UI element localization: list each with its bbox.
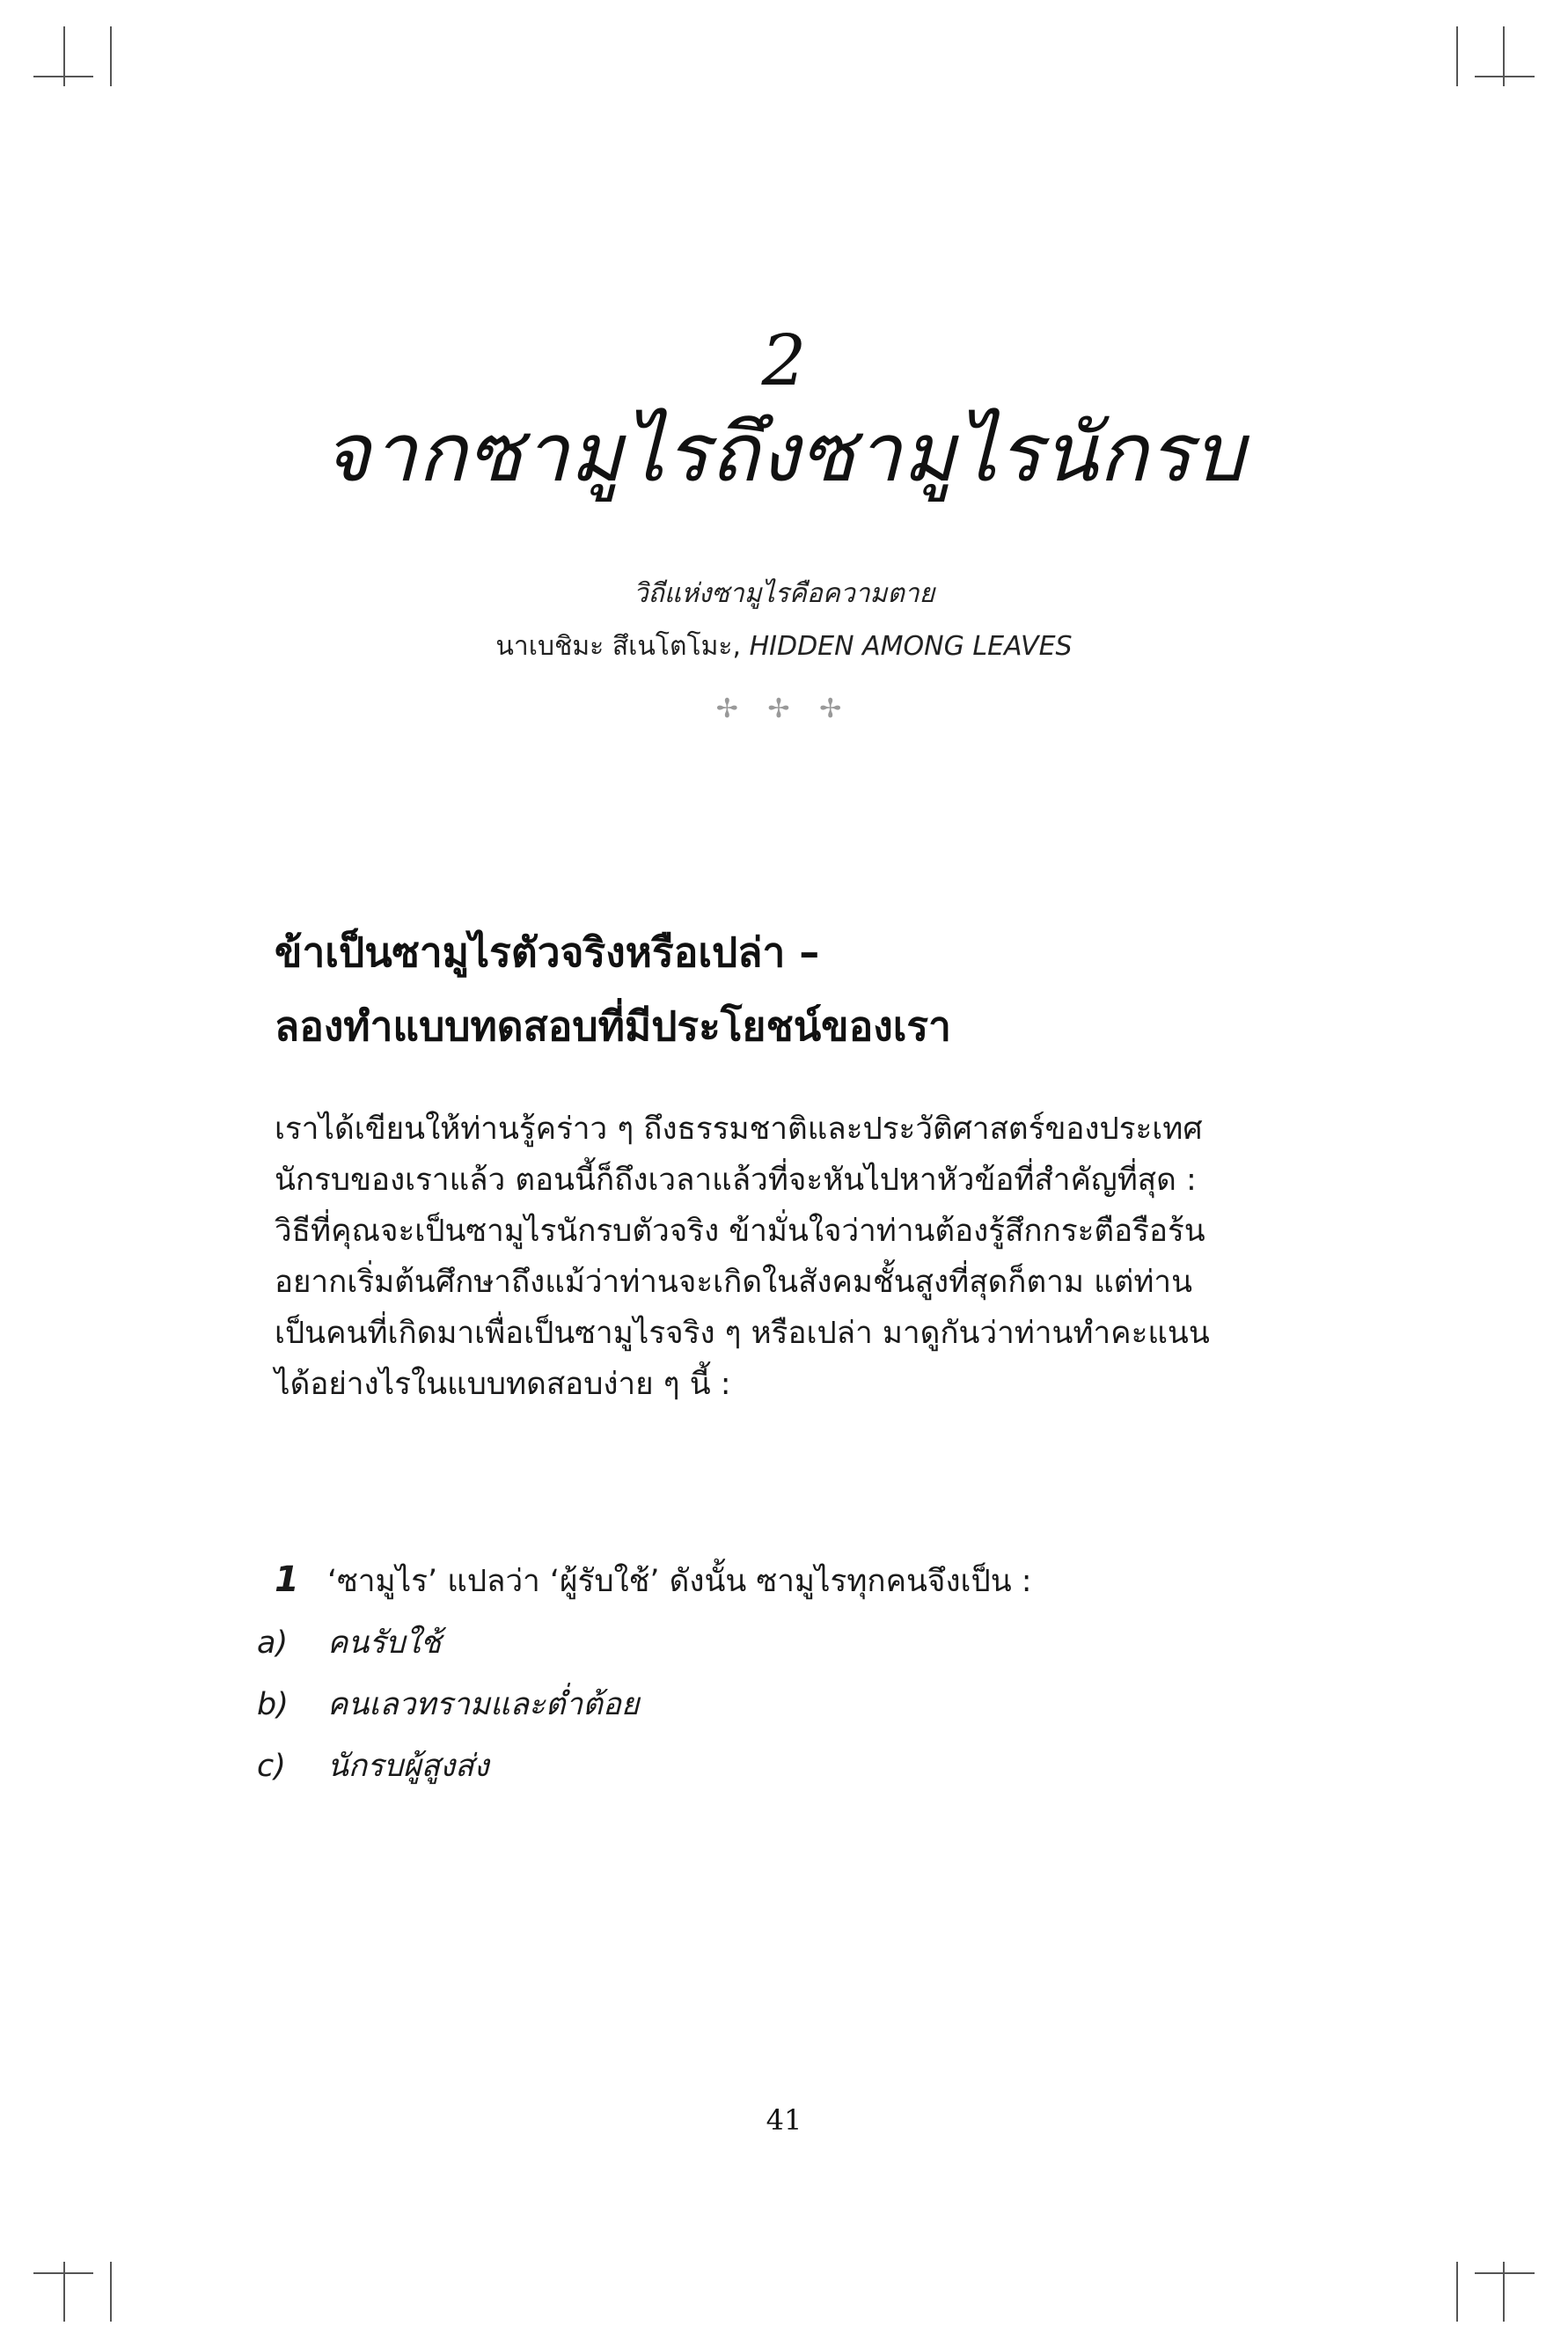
option-marker: b) <box>257 1687 289 1722</box>
crop-mark <box>1456 26 1458 86</box>
option-marker: c) <box>257 1749 286 1784</box>
crop-mark <box>63 2262 65 2322</box>
crop-mark <box>110 2262 112 2322</box>
question-text: ‘ซามูไร’ แปลว่า ‘ผู้รับใช้’ ดังนั้น ซามูไรทุกคนจึงเป็น : <box>327 1564 1032 1599</box>
quiz-question <box>257 1549 1313 1612</box>
section-heading <box>275 915 1330 1063</box>
epigraph-author: นาเบชิมะ สึเนโตโมะ, <box>495 631 750 662</box>
body-line: วิธีที่คุณจะเป็นซามูไรนักรบตัวจริง ข้ามั่นใจว่าท่านต้องรู้สึกกระตือรือร้น <box>275 1214 1205 1249</box>
crop-mark <box>1503 2262 1505 2322</box>
option-marker: a) <box>257 1625 289 1661</box>
epigraph-work: HIDDEN AMONG LEAVES <box>749 631 1073 662</box>
crop-mark <box>1475 2272 1535 2274</box>
option-text: นักรบผู้สูงส่ง <box>327 1749 489 1784</box>
question-number: 1 <box>275 1559 299 1600</box>
body-line: ได้อย่างไรในแบบทดสอบง่าย ๆ นี้ : <box>275 1367 731 1402</box>
body-line: เราได้เขียนให้ท่านรู้คร่าว ๆ ถึงธรรมชาติและประวัติศาสตร์ของประเทศ <box>275 1112 1203 1147</box>
section-ornament: ✢ ✢ ✢ <box>715 693 853 724</box>
body-paragraph <box>275 1104 1313 1410</box>
option-text: คนเลวทรามและต่ำต้อย <box>327 1687 640 1722</box>
option-text: คนรับใช้ <box>327 1625 442 1661</box>
body-line: อยากเริ่มต้นศึกษาถึงแม้ว่าท่านจะเกิดในสังคมชั้นสูงที่สุดก็ตาม แต่ท่าน <box>275 1265 1193 1300</box>
crop-mark <box>1475 76 1535 77</box>
crop-mark <box>1456 2262 1458 2322</box>
epigraph-attribution <box>0 620 1568 673</box>
page-number: 41 <box>766 2103 802 2137</box>
chapter-number: 2 <box>761 319 807 401</box>
epigraph-quote: วิถีแห่งซามูไรคือความตาย <box>633 578 935 609</box>
quiz-option <box>257 1674 1313 1735</box>
body-line: นักรบของเราแล้ว ตอนนี้ก็ถึงเวลาแล้วที่จะหันไปหาหัวข้อที่สำคัญที่สุด : <box>275 1163 1197 1198</box>
crop-mark <box>63 26 65 86</box>
crop-mark <box>110 26 112 86</box>
epigraph <box>0 568 1568 673</box>
crop-mark <box>1503 26 1505 86</box>
section-heading-line: ลองทำแบบทดสอบที่มีประโยชน์ของเรา <box>275 1002 951 1050</box>
chapter-title: จากซามูไรถึงซามูไรนักรบ <box>322 406 1246 500</box>
section-heading-line: ข้าเป็นซามูไรตัวจริงหรือเปล่า – <box>275 928 820 976</box>
body-line: เป็นคนที่เกิดมาเพื่อเป็นซามูไรจริง ๆ หรือเปล่า มาดูกันว่าท่านทำคะแนน <box>275 1316 1210 1351</box>
quiz-option <box>257 1735 1313 1797</box>
quiz-option <box>257 1612 1313 1674</box>
quiz <box>257 1549 1313 1797</box>
